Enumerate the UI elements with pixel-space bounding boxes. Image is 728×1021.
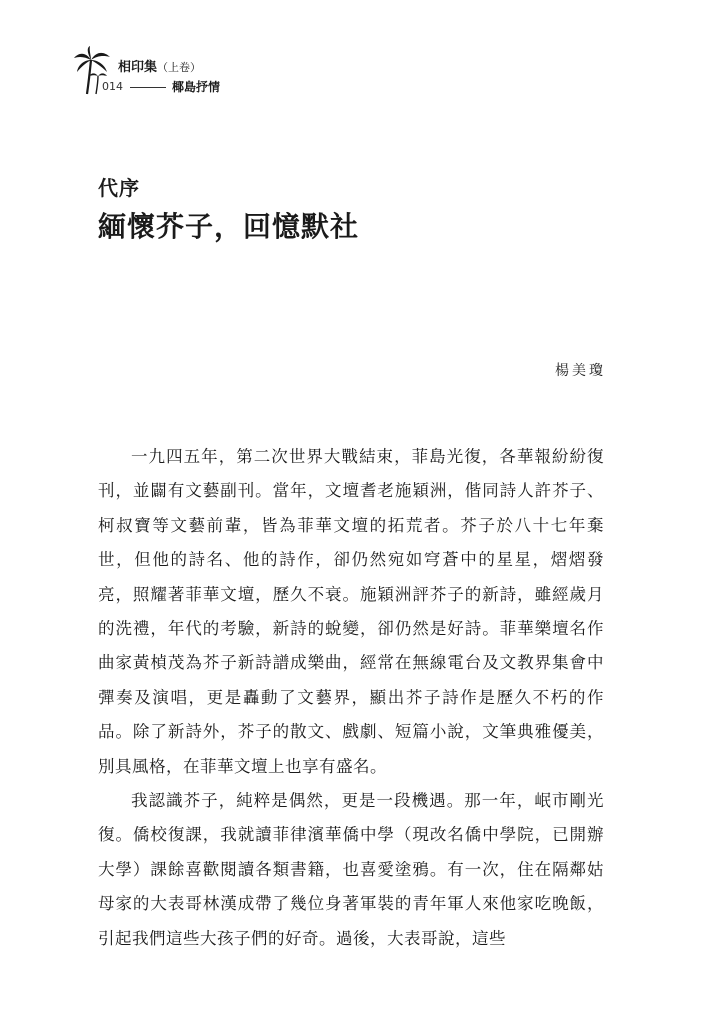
page-number: 014 <box>102 80 123 93</box>
chapter-kicker: 代序 <box>98 176 140 200</box>
body-text <box>98 440 604 956</box>
volume-label: （上卷） <box>157 61 202 74</box>
chapter-title: 緬懷芥子，回憶默社 <box>98 210 360 243</box>
running-header <box>74 44 314 104</box>
paragraph: 一九四五年，第二次世界大戰結束，菲島光復，各華報紛紛復刊，並闢有文藝副刊。當年，文壇耆老施穎洲，偕同詩人許芥子、柯叔寶等文藝前輩，皆為菲華文壇的拓荒者。芥子於八十七年棄世，但他的詩名、他的詩作，卻仍然宛如穹蒼中的星星，熠熠發亮，照耀著菲華文壇，歷久不衰。施穎洲評芥子的新詩，雖經歲月的洗禮，年代的考驗，新詩的蛻變，卻仍然是好詩。菲華樂壇名作曲家黃楨茂為芥子新詩譜成樂曲，經常在無線電台及文教界集會中彈奏及演唱，更是轟動了文藝界，顯出芥子詩作是歷久不朽的作品。除了新詩外，芥子的散文、戲劇、短篇小說，文筆典雅優美，別具風格，在菲華文壇上也享有盛名。 <box>98 447 604 776</box>
author-name: 楊美瓊 <box>555 363 606 379</box>
book-title <box>118 56 201 75</box>
book-title-text: 相印集 <box>118 60 158 75</box>
book-subtitle: 椰島抒情 <box>172 80 221 94</box>
header-divider <box>130 87 166 88</box>
paragraph: 我認識芥子，純粹是偶然，更是一段機遇。那一年，岷市剛光復。僑校復課，我就讀菲律濱華僑中學（現改名僑中學院，已開辦大學）課餘喜歡閱讀各類書籍，也喜愛塗鴉。有一次，住在隔鄰姑母家的大表哥林漢成帶了幾位身著軍裝的青年軍人來他家吃晚飯，引起我們這些大孩子們的好奇。過後，大表哥說，這些 <box>98 791 604 948</box>
